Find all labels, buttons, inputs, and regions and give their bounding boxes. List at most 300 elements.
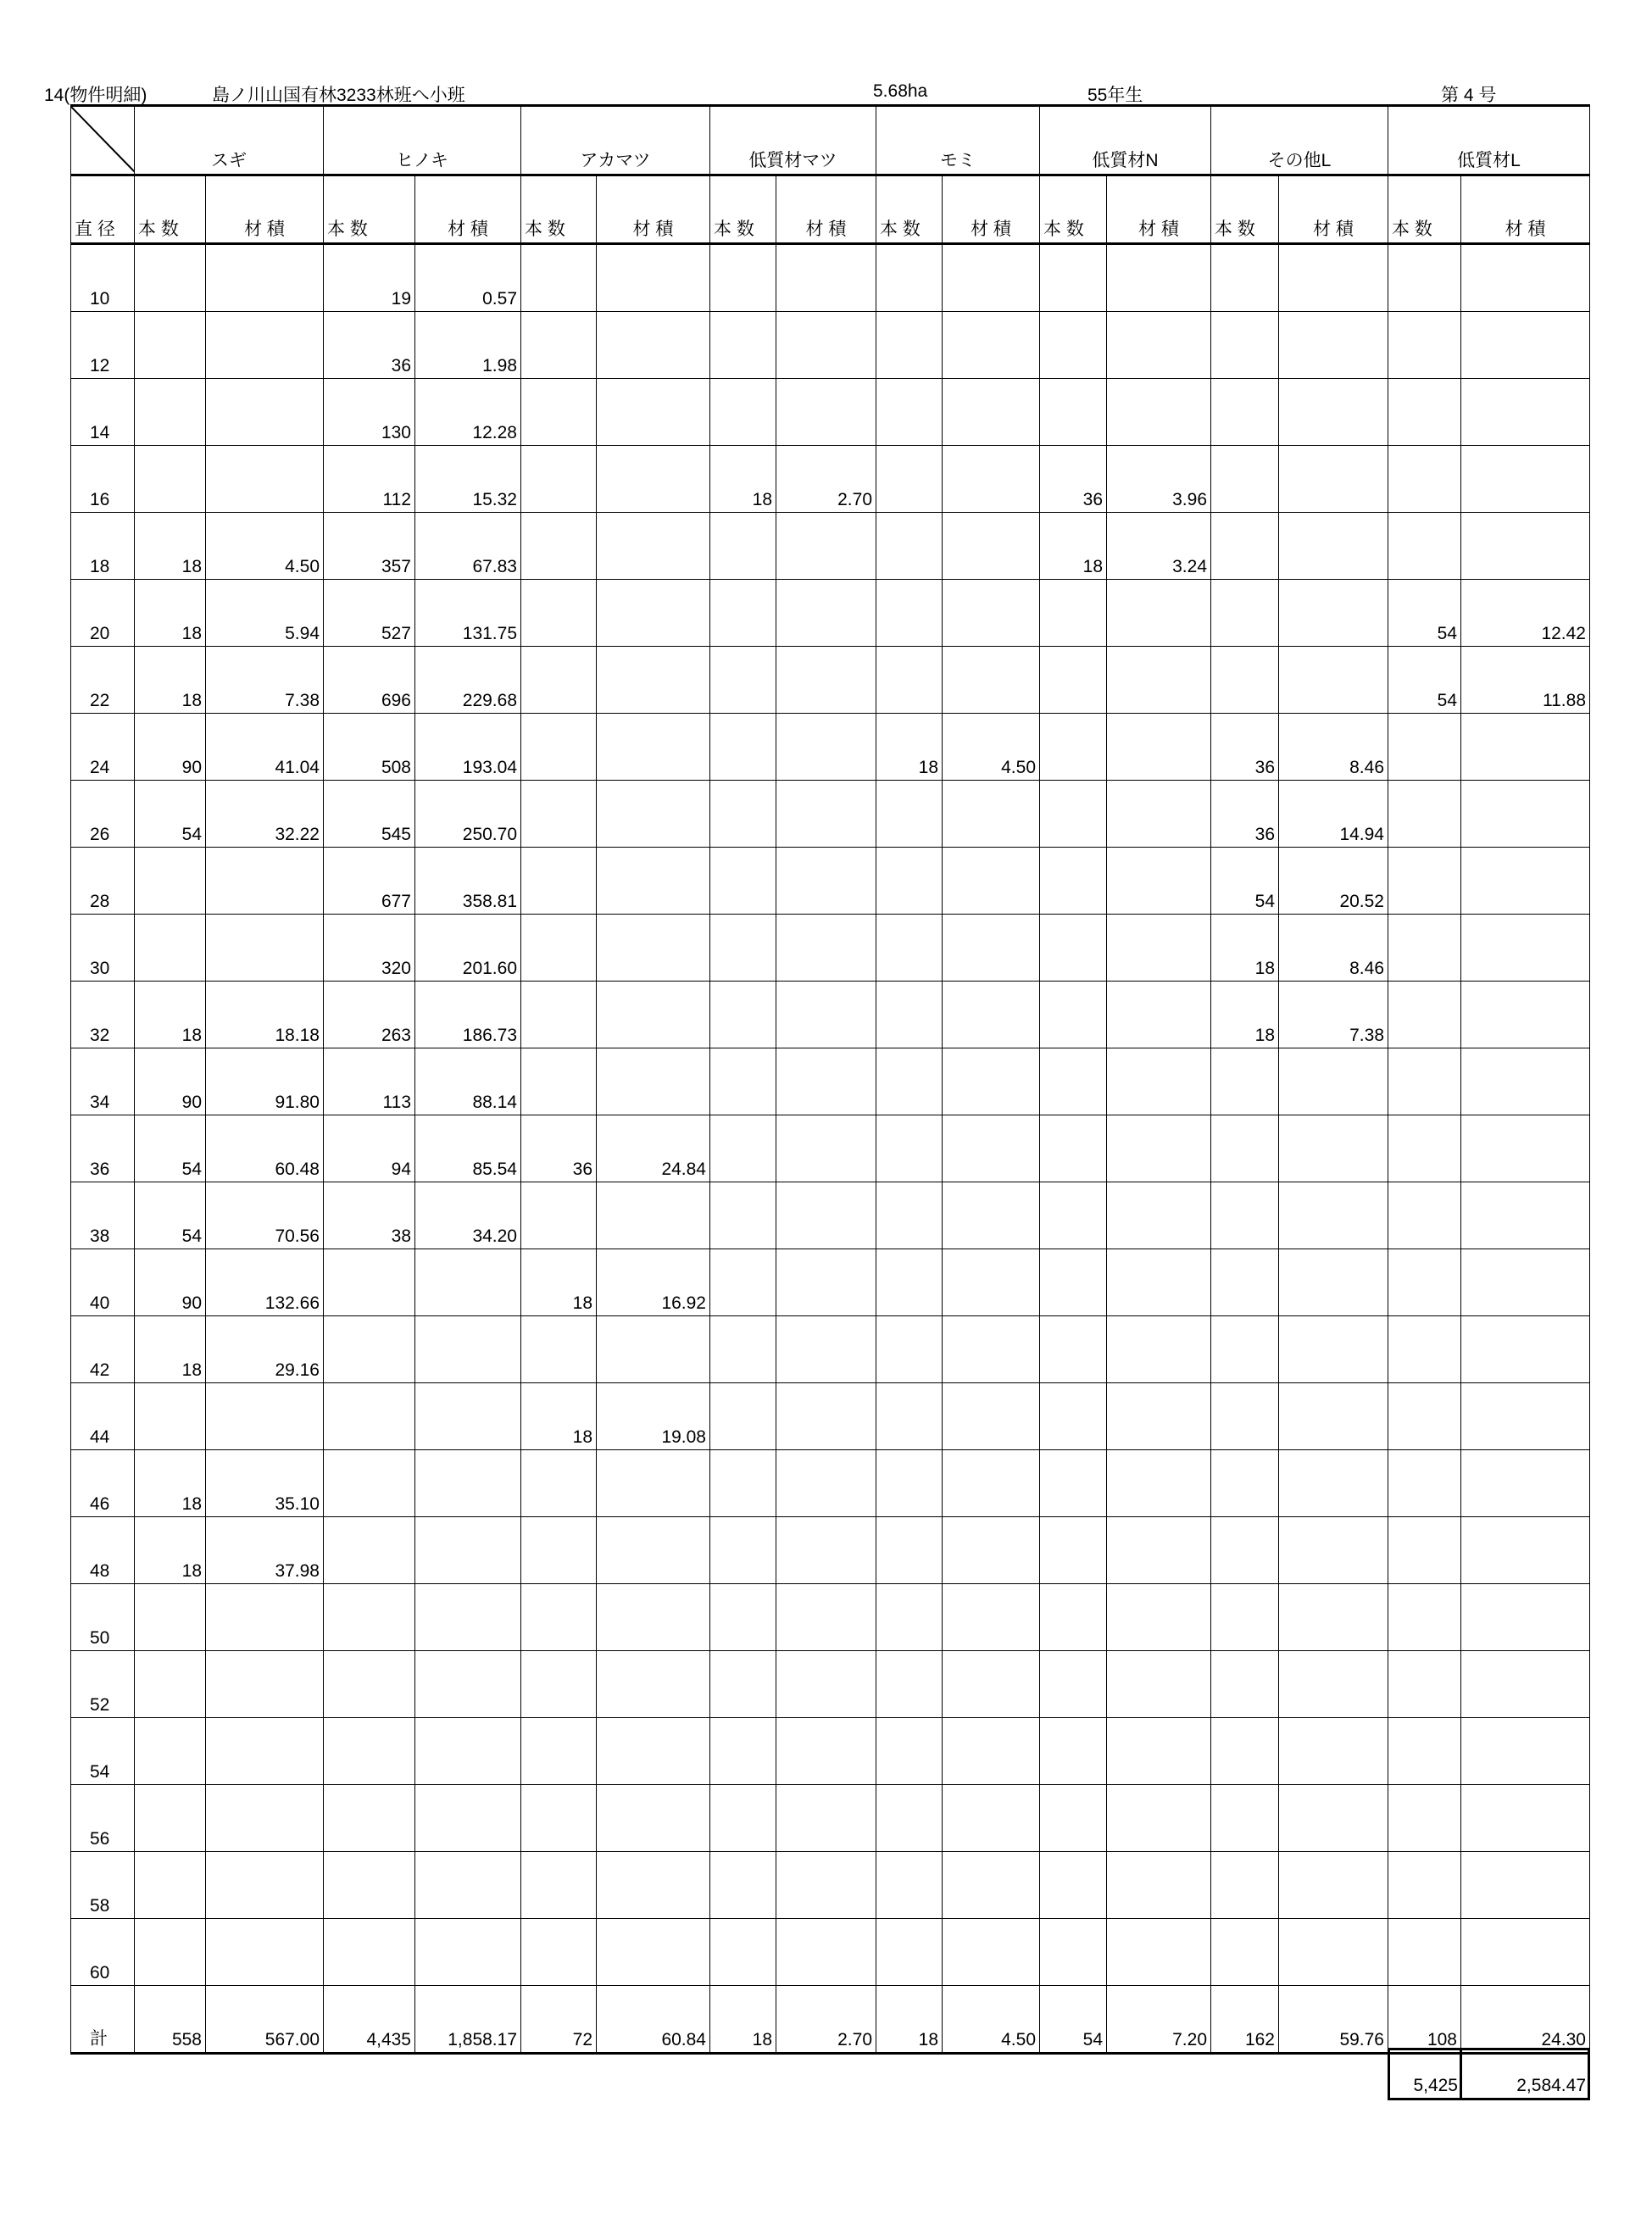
- count-cell: [1388, 1182, 1461, 1249]
- count-cell: [521, 312, 597, 379]
- count-cell: [521, 1450, 597, 1517]
- count-cell: [324, 1718, 415, 1785]
- table-row: [71, 513, 1590, 580]
- count-cell: [1211, 1919, 1279, 1986]
- volume-header: 材 積: [597, 175, 710, 244]
- volume-cell: 7.38: [206, 647, 324, 714]
- volume-cell: [943, 1852, 1040, 1919]
- volume-cell: [776, 1182, 876, 1249]
- volume-cell: [943, 379, 1040, 446]
- diagonal-line: [71, 107, 135, 172]
- volume-cell: 32.22: [206, 781, 324, 848]
- count-cell: [876, 1651, 943, 1718]
- count-cell: [1211, 1249, 1279, 1316]
- count-cell: [876, 1249, 943, 1316]
- volume-cell: [1107, 1718, 1211, 1785]
- count-cell: [1211, 580, 1279, 647]
- count-cell: [324, 1249, 415, 1316]
- volume-cell: [776, 1249, 876, 1316]
- count-cell: 508: [324, 714, 415, 781]
- count-cell: [1040, 714, 1107, 781]
- volume-cell: [943, 1584, 1040, 1651]
- volume-cell: [943, 1383, 1040, 1450]
- count-cell: [135, 312, 206, 379]
- diameter-cell: 30: [71, 915, 135, 982]
- volume-cell: [1279, 1316, 1388, 1383]
- count-cell: [521, 1919, 597, 1986]
- volume-cell: 24.30: [1461, 1986, 1590, 2054]
- count-cell: [710, 312, 776, 379]
- volume-cell: [206, 1383, 324, 1450]
- table-row: [71, 1383, 1590, 1450]
- volume-cell: [943, 244, 1040, 312]
- count-cell: [324, 1584, 415, 1651]
- count-cell: [1040, 1584, 1107, 1651]
- volume-cell: 14.94: [1279, 781, 1388, 848]
- count-cell: 18: [135, 1517, 206, 1584]
- location-label: 島ノ川山国有林3233林班へ小班: [212, 86, 465, 105]
- volume-cell: [943, 1048, 1040, 1115]
- count-cell: [876, 1584, 943, 1651]
- volume-cell: [1279, 513, 1388, 580]
- count-cell: [1211, 1785, 1279, 1852]
- volume-header: 材 積: [206, 175, 324, 244]
- volume-cell: [943, 1450, 1040, 1517]
- volume-cell: 18.18: [206, 982, 324, 1048]
- volume-cell: 8.46: [1279, 915, 1388, 982]
- volume-cell: [1279, 1718, 1388, 1785]
- volume-cell: [943, 1651, 1040, 1718]
- volume-cell: 19.08: [597, 1383, 710, 1450]
- count-cell: [1211, 1115, 1279, 1182]
- table-row: [71, 1584, 1590, 1651]
- age-label: 55年生: [1087, 86, 1143, 105]
- sheet-label: 14(物件明細): [44, 86, 147, 105]
- volume-cell: 11.88: [1461, 647, 1590, 714]
- volume-cell: [943, 781, 1040, 848]
- count-cell: 677: [324, 848, 415, 915]
- count-cell: 36: [521, 1115, 597, 1182]
- count-cell: [876, 1115, 943, 1182]
- count-cell: 18: [521, 1383, 597, 1450]
- diameter-cell: 54: [71, 1718, 135, 1785]
- volume-cell: 5.94: [206, 580, 324, 647]
- count-cell: 696: [324, 647, 415, 714]
- count-cell: 90: [135, 714, 206, 781]
- volume-cell: [1279, 1584, 1388, 1651]
- volume-cell: [943, 580, 1040, 647]
- count-cell: 54: [1388, 580, 1461, 647]
- volume-cell: 0.57: [415, 244, 521, 312]
- count-cell: 18: [876, 714, 943, 781]
- volume-cell: 4.50: [943, 1986, 1040, 2054]
- table-row: [71, 714, 1590, 781]
- volume-cell: [1461, 1651, 1590, 1718]
- volume-cell: [1107, 379, 1211, 446]
- count-cell: [1040, 1383, 1107, 1450]
- diameter-cell: 計: [71, 1986, 135, 2054]
- volume-cell: 16.92: [597, 1249, 710, 1316]
- count-cell: 36: [1211, 781, 1279, 848]
- count-cell: 18: [135, 580, 206, 647]
- volume-cell: [415, 1852, 521, 1919]
- area-label: 5.68ha: [873, 81, 928, 101]
- volume-header: 材 積: [943, 175, 1040, 244]
- count-cell: [876, 1718, 943, 1785]
- diameter-cell: 48: [71, 1517, 135, 1584]
- count-cell: [1388, 1584, 1461, 1651]
- table-row: [71, 1316, 1590, 1383]
- volume-cell: [415, 1785, 521, 1852]
- volume-cell: [1461, 513, 1590, 580]
- count-cell: [521, 848, 597, 915]
- volume-cell: [1107, 1651, 1211, 1718]
- count-header: 本 数: [1211, 175, 1279, 244]
- count-cell: [521, 1718, 597, 1785]
- volume-cell: [1461, 379, 1590, 446]
- count-cell: [521, 1182, 597, 1249]
- volume-cell: [597, 446, 710, 513]
- volume-cell: [943, 513, 1040, 580]
- volume-cell: [776, 1450, 876, 1517]
- count-cell: 54: [1388, 647, 1461, 714]
- diameter-cell: 32: [71, 982, 135, 1048]
- count-cell: [521, 1785, 597, 1852]
- table-row: [71, 446, 1590, 513]
- count-cell: [710, 1919, 776, 1986]
- count-cell: [1388, 244, 1461, 312]
- volume-cell: [943, 647, 1040, 714]
- volume-cell: 3.96: [1107, 446, 1211, 513]
- count-cell: [1211, 379, 1279, 446]
- volume-cell: [597, 1919, 710, 1986]
- number-label: 第 4 号: [1441, 86, 1497, 105]
- volume-cell: [415, 1517, 521, 1584]
- volume-cell: 193.04: [415, 714, 521, 781]
- count-cell: [710, 982, 776, 1048]
- table-row: [71, 781, 1590, 848]
- count-cell: [1388, 1785, 1461, 1852]
- volume-cell: [776, 1852, 876, 1919]
- volume-cell: [597, 580, 710, 647]
- volume-cell: [415, 1651, 521, 1718]
- count-cell: [1388, 1517, 1461, 1584]
- volume-cell: [206, 1852, 324, 1919]
- count-cell: 558: [135, 1986, 206, 2054]
- count-cell: 54: [1040, 1986, 1107, 2054]
- count-cell: 36: [1211, 714, 1279, 781]
- count-cell: [876, 244, 943, 312]
- count-cell: [1040, 1249, 1107, 1316]
- volume-cell: 3.24: [1107, 513, 1211, 580]
- count-cell: [521, 714, 597, 781]
- volume-cell: [943, 1182, 1040, 1249]
- count-cell: 112: [324, 446, 415, 513]
- count-cell: [135, 244, 206, 312]
- volume-cell: [597, 1182, 710, 1249]
- count-cell: [1040, 1651, 1107, 1718]
- volume-cell: 1,858.17: [415, 1986, 521, 2054]
- volume-cell: [1279, 1651, 1388, 1718]
- count-cell: [710, 1182, 776, 1249]
- volume-cell: 4.50: [943, 714, 1040, 781]
- count-cell: [1388, 513, 1461, 580]
- volume-cell: 12.42: [1461, 580, 1590, 647]
- count-cell: [1040, 1785, 1107, 1852]
- volume-cell: [597, 781, 710, 848]
- diameter-cell: 50: [71, 1584, 135, 1651]
- count-cell: 90: [135, 1048, 206, 1115]
- count-cell: 527: [324, 580, 415, 647]
- count-cell: [1211, 1048, 1279, 1115]
- count-header: 本 数: [876, 175, 943, 244]
- volume-cell: [1461, 446, 1590, 513]
- count-cell: [521, 1048, 597, 1115]
- volume-cell: [206, 1919, 324, 1986]
- volume-header: 材 積: [415, 175, 521, 244]
- count-cell: [1211, 647, 1279, 714]
- count-cell: [710, 915, 776, 982]
- volume-cell: [1107, 1115, 1211, 1182]
- volume-cell: [776, 647, 876, 714]
- count-cell: [710, 1584, 776, 1651]
- count-cell: [876, 781, 943, 848]
- volume-cell: [1107, 915, 1211, 982]
- count-cell: 38: [324, 1182, 415, 1249]
- volume-cell: [597, 1316, 710, 1383]
- count-cell: [876, 1517, 943, 1584]
- count-cell: [1388, 1450, 1461, 1517]
- volume-cell: [206, 848, 324, 915]
- count-cell: [1040, 580, 1107, 647]
- volume-cell: 85.54: [415, 1115, 521, 1182]
- volume-cell: [776, 982, 876, 1048]
- count-cell: [324, 1919, 415, 1986]
- count-cell: [324, 1651, 415, 1718]
- count-cell: [710, 1316, 776, 1383]
- volume-cell: [597, 513, 710, 580]
- volume-cell: [1279, 446, 1388, 513]
- count-cell: [1040, 915, 1107, 982]
- table-row: [71, 647, 1590, 714]
- count-cell: 108: [1388, 1986, 1461, 2054]
- volume-cell: [943, 1785, 1040, 1852]
- count-cell: [521, 513, 597, 580]
- volume-cell: [776, 781, 876, 848]
- count-cell: [876, 1182, 943, 1249]
- table-row: [71, 1115, 1590, 1182]
- count-cell: [1040, 312, 1107, 379]
- volume-cell: [776, 848, 876, 915]
- volume-cell: [1107, 1584, 1211, 1651]
- volume-cell: [1461, 312, 1590, 379]
- count-cell: [876, 1383, 943, 1450]
- count-cell: [324, 1852, 415, 1919]
- count-cell: [876, 1450, 943, 1517]
- volume-cell: 8.46: [1279, 714, 1388, 781]
- volume-cell: [1107, 982, 1211, 1048]
- volume-cell: [206, 1718, 324, 1785]
- count-cell: [1388, 1651, 1461, 1718]
- volume-cell: [776, 1383, 876, 1450]
- count-cell: 19: [324, 244, 415, 312]
- count-cell: [135, 1852, 206, 1919]
- grand-total: [1388, 2048, 1590, 2100]
- table-row: [71, 1852, 1590, 1919]
- volume-cell: 2.70: [776, 446, 876, 513]
- count-cell: [876, 379, 943, 446]
- volume-cell: [776, 1651, 876, 1718]
- count-cell: [521, 781, 597, 848]
- table-row: [71, 312, 1590, 379]
- volume-cell: [597, 1785, 710, 1852]
- count-cell: [710, 1651, 776, 1718]
- volume-cell: [1461, 1584, 1590, 1651]
- count-cell: 18: [1040, 513, 1107, 580]
- table-row: [71, 1048, 1590, 1115]
- count-cell: 18: [1211, 915, 1279, 982]
- grand-total-volume: 2,584.47: [1461, 2049, 1589, 2099]
- species-header: 低質材N: [1040, 106, 1211, 175]
- count-cell: 54: [1211, 848, 1279, 915]
- count-cell: [710, 1249, 776, 1316]
- count-cell: 18: [876, 1986, 943, 2054]
- volume-cell: [597, 848, 710, 915]
- count-cell: [710, 1517, 776, 1584]
- volume-cell: [943, 1316, 1040, 1383]
- volume-cell: [943, 848, 1040, 915]
- volume-cell: 7.38: [1279, 982, 1388, 1048]
- volume-cell: [943, 446, 1040, 513]
- volume-cell: [943, 1919, 1040, 1986]
- count-cell: [710, 1450, 776, 1517]
- diameter-cell: 56: [71, 1785, 135, 1852]
- volume-cell: 34.20: [415, 1182, 521, 1249]
- volume-cell: 24.84: [597, 1115, 710, 1182]
- volume-cell: [776, 1785, 876, 1852]
- count-header: 本 数: [521, 175, 597, 244]
- count-cell: [1388, 1383, 1461, 1450]
- volume-header: 材 積: [1461, 175, 1590, 244]
- volume-cell: [1279, 1785, 1388, 1852]
- count-cell: [1211, 244, 1279, 312]
- volume-cell: [776, 1115, 876, 1182]
- count-cell: [1040, 1048, 1107, 1115]
- table-row: [71, 580, 1590, 647]
- volume-cell: 60.48: [206, 1115, 324, 1182]
- count-cell: [1211, 1852, 1279, 1919]
- count-cell: 18: [710, 446, 776, 513]
- volume-cell: [1461, 1383, 1590, 1450]
- count-cell: [876, 580, 943, 647]
- volume-cell: [597, 1517, 710, 1584]
- count-cell: [1211, 513, 1279, 580]
- volume-cell: [597, 1651, 710, 1718]
- diameter-cell: 40: [71, 1249, 135, 1316]
- diameter-cell: 14: [71, 379, 135, 446]
- volume-cell: [776, 1517, 876, 1584]
- volume-cell: [415, 1249, 521, 1316]
- count-cell: [710, 580, 776, 647]
- volume-cell: [1279, 1182, 1388, 1249]
- count-cell: 545: [324, 781, 415, 848]
- volume-cell: 67.83: [415, 513, 521, 580]
- volume-cell: [597, 1048, 710, 1115]
- volume-cell: [415, 1919, 521, 1986]
- count-cell: [135, 1651, 206, 1718]
- volume-cell: [943, 1517, 1040, 1584]
- volume-cell: [1461, 1048, 1590, 1115]
- volume-cell: [776, 1919, 876, 1986]
- species-header: ヒノキ: [324, 106, 521, 175]
- volume-cell: [776, 1584, 876, 1651]
- count-cell: [135, 915, 206, 982]
- count-cell: 18: [135, 1450, 206, 1517]
- volume-cell: [943, 1115, 1040, 1182]
- count-cell: 4,435: [324, 1986, 415, 2054]
- table-row: [71, 982, 1590, 1048]
- volume-cell: 37.98: [206, 1517, 324, 1584]
- volume-cell: 91.80: [206, 1048, 324, 1115]
- volume-cell: [943, 1718, 1040, 1785]
- count-cell: [1388, 446, 1461, 513]
- volume-cell: [1461, 714, 1590, 781]
- count-cell: [876, 982, 943, 1048]
- volume-cell: [1279, 1450, 1388, 1517]
- table-row: [71, 1718, 1590, 1785]
- count-cell: 90: [135, 1249, 206, 1316]
- volume-cell: [1461, 781, 1590, 848]
- species-header: モミ: [876, 106, 1040, 175]
- volume-cell: [943, 312, 1040, 379]
- diameter-cell: 46: [71, 1450, 135, 1517]
- count-cell: [521, 379, 597, 446]
- count-cell: [135, 848, 206, 915]
- count-cell: [135, 1383, 206, 1450]
- count-cell: [876, 446, 943, 513]
- volume-cell: [415, 1584, 521, 1651]
- count-cell: [135, 379, 206, 446]
- count-cell: 54: [135, 781, 206, 848]
- count-cell: [710, 1718, 776, 1785]
- count-cell: [710, 1785, 776, 1852]
- count-cell: [876, 312, 943, 379]
- volume-cell: [206, 1651, 324, 1718]
- count-cell: [1040, 1115, 1107, 1182]
- count-cell: [876, 647, 943, 714]
- count-cell: [1211, 1182, 1279, 1249]
- count-cell: [521, 1852, 597, 1919]
- volume-cell: 29.16: [206, 1316, 324, 1383]
- volume-cell: [1279, 1048, 1388, 1115]
- count-cell: [1040, 848, 1107, 915]
- count-cell: [324, 1316, 415, 1383]
- count-cell: [1211, 1651, 1279, 1718]
- volume-cell: [1107, 647, 1211, 714]
- volume-cell: [1107, 1919, 1211, 1986]
- diameter-cell: 20: [71, 580, 135, 647]
- table-row: [71, 1249, 1590, 1316]
- count-cell: [876, 1785, 943, 1852]
- count-cell: [1211, 1450, 1279, 1517]
- count-cell: 94: [324, 1115, 415, 1182]
- count-cell: [876, 1852, 943, 1919]
- volume-cell: [597, 244, 710, 312]
- diameter-cell: 16: [71, 446, 135, 513]
- count-cell: [1040, 1316, 1107, 1383]
- volume-cell: 131.75: [415, 580, 521, 647]
- volume-cell: [1107, 1785, 1211, 1852]
